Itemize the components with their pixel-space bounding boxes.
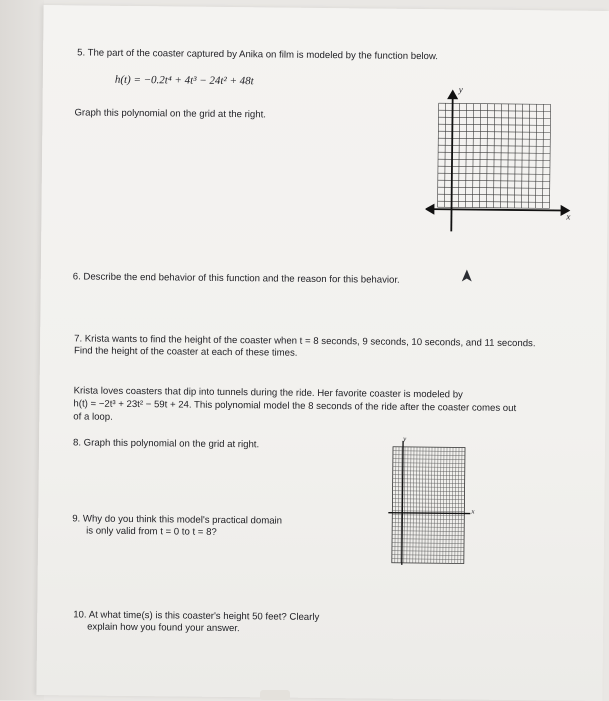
paper-smudge — [260, 690, 290, 700]
q9-line2: is only valid from t = 0 to t = 8? — [86, 525, 217, 538]
intro-line2: h(t) = −2t³ + 23t² − 59t + 24. This polynomial model the 8 seconds of the ride after the coaster comes out — [73, 398, 517, 415]
q7-line1: 7. Krista wants to find the height of the coaster when t = 8 seconds, 9 seconds, 10 seconds, and 11 seconds. — [74, 333, 536, 350]
intro-line1: Krista loves coasters that dip into tunnels during the ride. Her favorite coaster is modeled by — [73, 385, 463, 401]
q5-grid-y-label: y — [458, 84, 463, 95]
q5-grid-x-label: x — [566, 211, 571, 222]
intro-line3: of a loop. — [73, 411, 113, 423]
q5-title: 5. The part of the coaster captured by Anika on film is modeled by the function below. — [77, 47, 439, 63]
q8-grid-y-label: y — [403, 434, 407, 443]
pointer-cursor-icon — [461, 269, 473, 288]
q7-line2: Find the height of the coaster at each of these times. — [73, 345, 298, 359]
q9-line1: 9. Why do you think this model's practical domain — [72, 513, 283, 527]
worksheet-page — [36, 5, 609, 701]
q5-equation: h(t) = −0.2t⁴ + 4t³ − 24t² + 48t — [114, 73, 254, 88]
q10-line1: 10. At what time(s) is this coaster's height 50 feet? Clearly — [73, 609, 320, 623]
q5-instruction: Graph this polynomial on the grid at the right. — [74, 107, 267, 121]
q6-text: 6. Describe the end behavior of this function and the reason for this behavior. — [72, 271, 400, 286]
q5-graph-grid[interactable] — [425, 85, 577, 242]
q8-graph-grid[interactable] — [384, 437, 485, 575]
q10-line2: explain how you found your answer. — [87, 621, 240, 635]
q8-grid-x-label: x — [471, 507, 475, 516]
q8-text: 8. Graph this polynomial on the grid at right. — [72, 437, 260, 451]
